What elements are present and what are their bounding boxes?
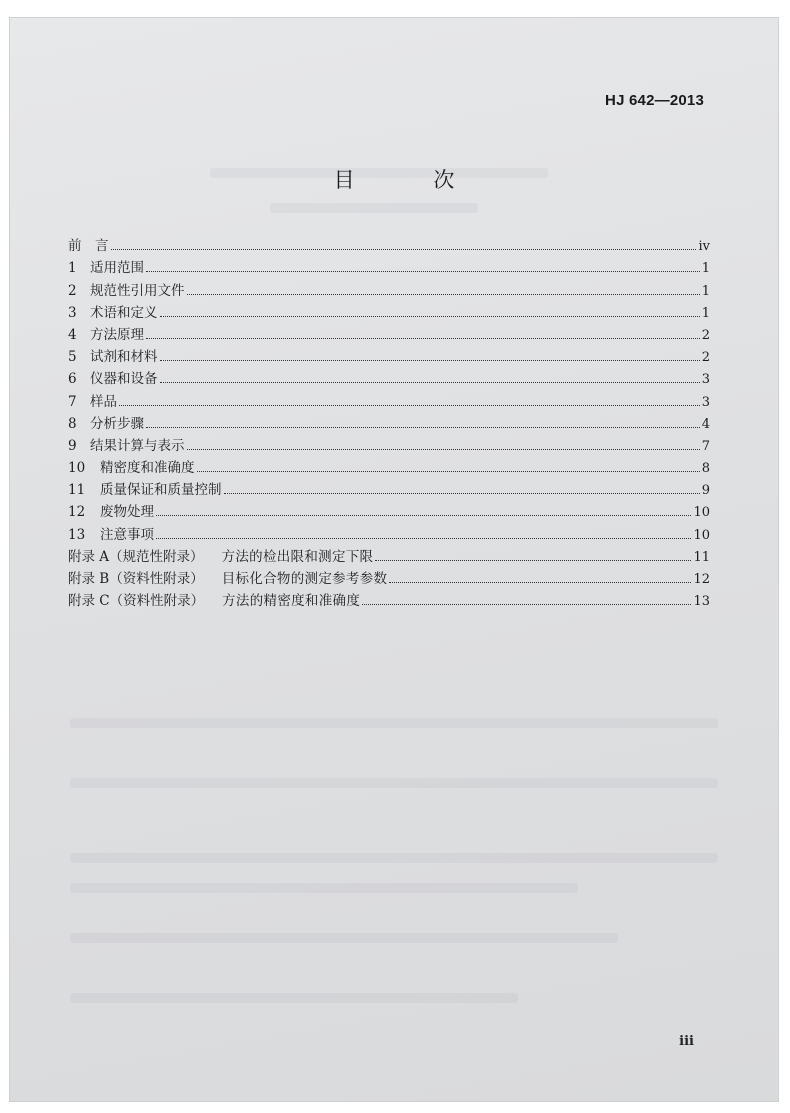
leader-dots — [224, 492, 700, 494]
toc-entry-number: 12 — [68, 504, 86, 521]
toc-entry-page: 8 — [701, 461, 710, 477]
toc-entry-page: 10 — [693, 527, 710, 543]
toc-entry[interactable] — [68, 476, 710, 498]
bleed-through — [70, 993, 518, 1003]
toc-entry-page: 1 — [701, 283, 710, 299]
bleed-through — [70, 718, 718, 728]
toc-entry-label: 目标化合物的测定参考参数 — [221, 571, 388, 587]
toc-entry[interactable] — [68, 410, 710, 432]
toc-entry[interactable] — [68, 276, 710, 298]
toc-entry-number: 2 — [68, 282, 77, 299]
toc-entry-number: 3 — [68, 304, 77, 321]
toc-entry-page: iv — [698, 239, 710, 255]
toc-appendix-entry[interactable] — [68, 543, 710, 565]
leader-dots — [197, 470, 700, 472]
leader-dots — [146, 426, 700, 428]
toc-entry[interactable] — [68, 343, 710, 365]
toc-entry-label: 仪器和设备 — [90, 371, 158, 388]
table-of-contents — [68, 232, 710, 609]
toc-entry-label: 精密度和准确度 — [100, 460, 195, 477]
leader-dots — [160, 359, 700, 361]
toc-appendix-entry[interactable] — [68, 587, 710, 609]
toc-entry-label: 方法的精密度和准确度 — [222, 593, 361, 610]
toc-entry-label: 试剂和材料 — [90, 349, 158, 366]
toc-entry-page: 10 — [693, 505, 710, 521]
toc-entry-label: 方法原理 — [90, 326, 144, 343]
toc-entry-number: 11 — [68, 482, 86, 499]
leader-dots — [187, 293, 700, 295]
bleed-through — [70, 778, 718, 788]
toc-entry-foreword[interactable] — [68, 232, 710, 254]
toc-entry[interactable] — [68, 387, 710, 409]
toc-appendix-entry[interactable] — [68, 565, 710, 587]
leader-dots — [146, 270, 700, 272]
toc-entry-label: 样品 — [90, 393, 117, 410]
toc-entry[interactable] — [68, 321, 710, 343]
leader-dots — [389, 581, 691, 583]
bleed-through — [270, 203, 478, 213]
leader-dots — [111, 248, 697, 250]
toc-entry-page: 7 — [701, 438, 710, 454]
leader-dots — [187, 448, 700, 450]
toc-entry-page: 1 — [701, 305, 710, 321]
toc-entry-number: 6 — [68, 371, 77, 388]
toc-entry-page: 12 — [693, 572, 710, 587]
toc-entry-page: 4 — [701, 416, 710, 432]
page-number: iii — [679, 1034, 694, 1049]
toc-entry-label: 方法的检出限和测定下限 — [221, 548, 374, 565]
leader-dots — [119, 404, 700, 406]
leader-dots — [375, 559, 691, 561]
leader-dots — [160, 381, 700, 383]
bleed-through — [70, 853, 718, 863]
document-page — [10, 18, 778, 1101]
toc-entry-page: 11 — [693, 549, 710, 565]
toc-entry-page: 9 — [701, 483, 710, 499]
bleed-through — [70, 933, 618, 943]
toc-appendix-prefix: 附录 A（规范性附录） — [68, 548, 204, 565]
toc-entry-number: 4 — [68, 326, 77, 343]
toc-entry[interactable] — [68, 432, 710, 454]
toc-entry-label: 规范性引用文件 — [90, 282, 185, 299]
standard-code: HJ 642—2013 — [605, 92, 704, 109]
toc-entry-label: 术语和定义 — [90, 304, 158, 321]
toc-entry-label: 质量保证和质量控制 — [100, 482, 222, 499]
toc-entry-number: 1 — [68, 260, 77, 277]
toc-entry-number: 7 — [68, 393, 77, 410]
toc-title: 目 次 — [333, 168, 491, 192]
toc-entry-page: 3 — [701, 394, 710, 410]
toc-entry-number: 13 — [68, 526, 86, 543]
toc-entry[interactable] — [68, 365, 710, 387]
toc-entry-number: 5 — [68, 349, 77, 366]
toc-entry-label: 结果计算与表示 — [90, 437, 185, 454]
toc-entry-number: 10 — [68, 460, 86, 477]
toc-entry-page: 13 — [693, 594, 710, 610]
toc-entry-label: 适用范围 — [90, 260, 144, 277]
toc-entry[interactable] — [68, 454, 710, 476]
leader-dots — [156, 537, 691, 539]
toc-entry[interactable] — [68, 299, 710, 321]
toc-entry-page: 1 — [701, 261, 710, 277]
toc-entry-number: 前 言 — [68, 238, 109, 255]
leader-dots — [156, 514, 691, 516]
toc-appendix-prefix: 附录 C（资料性附录） — [68, 593, 205, 610]
toc-entry[interactable] — [68, 520, 710, 542]
toc-entry[interactable] — [68, 498, 710, 520]
toc-entry-page: 2 — [701, 327, 710, 343]
leader-dots — [362, 603, 691, 605]
toc-entry-page: 3 — [701, 372, 710, 388]
toc-entry-label: 废物处理 — [100, 504, 154, 521]
toc-entry-number: 9 — [68, 437, 77, 454]
toc-entry-label: 分析步骤 — [90, 415, 144, 432]
bleed-through — [70, 883, 578, 893]
leader-dots — [146, 337, 700, 339]
toc-appendix-prefix: 附录 B（资料性附录） — [68, 571, 204, 587]
leader-dots — [160, 315, 700, 317]
toc-entry[interactable] — [68, 254, 710, 276]
toc-entry-page: 2 — [701, 350, 710, 366]
toc-entry-number: 8 — [68, 415, 77, 432]
toc-entry-label: 注意事项 — [100, 526, 154, 543]
